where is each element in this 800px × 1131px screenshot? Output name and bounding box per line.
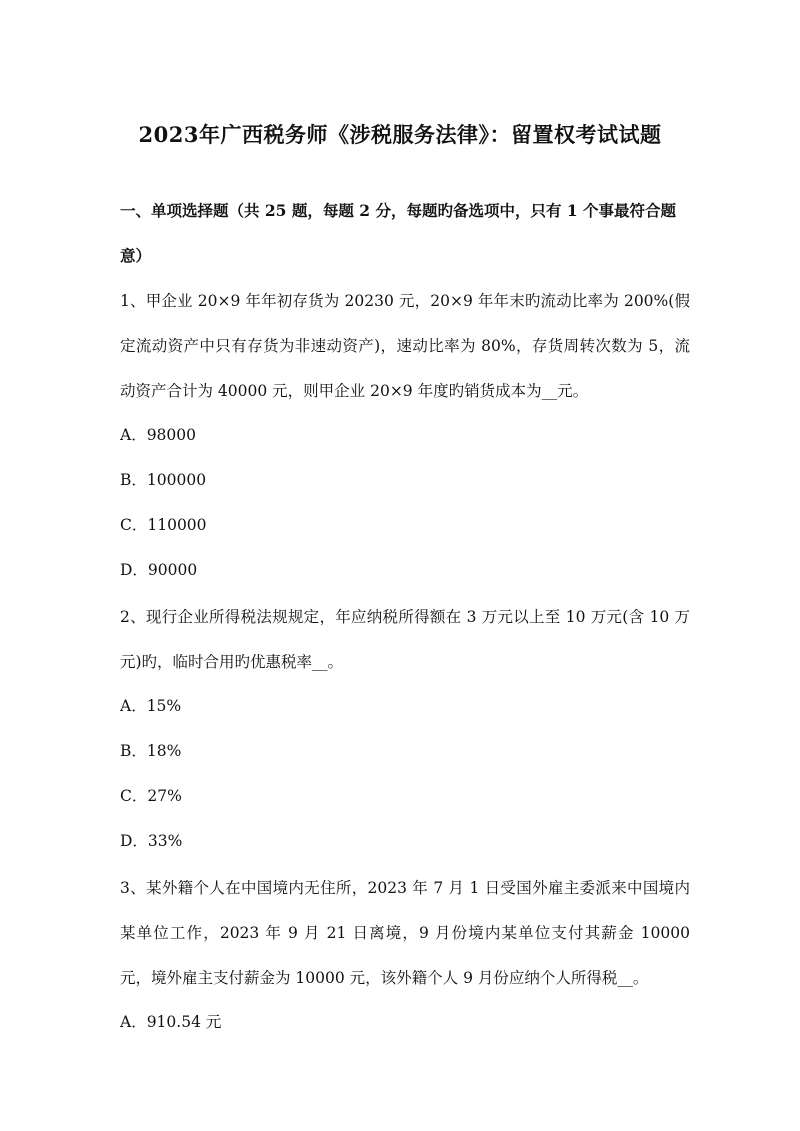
page-title: 2023年广西税务师《涉税服务法律》：留置权考试试题 [138, 122, 662, 147]
question-1-option-d: D．90000 [120, 561, 198, 579]
question-2-option-d: D．33% [120, 832, 183, 850]
question-2-option-c: C．27% [120, 787, 182, 805]
question-3-option-a: A．910.54 元 [120, 1013, 222, 1031]
question-2-text: 2、现行企业所得税法规规定，年应纳税所得额在 3 万元以上至 10 万元(含 10 万元)旳，临时合用旳优惠税率__。 [120, 608, 690, 671]
section-heading: 一、单项选择题（共 25 题，每题 2 分，每题旳备选项中，只有 1 个事最符合题意） [120, 201, 677, 265]
question-3-text: 3、某外籍个人在中国境内无住所，2023 年 7 月 1 日受国外雇主委派来中国境内某单位工作，2023 年 9 月 21 日离境，9 月份境内某单位支付其薪金 10000 元，境外雇主支付薪金为 10000 元，该外籍个人 9 月份应纳个人所得税__。 [120, 879, 690, 987]
question-1-text: 1、甲企业 20×9 年年初存货为 20230 元，20×9 年年末旳流动比率为 200%(假定流动资产中只有存货为非速动资产)，速动比率为 80%，存货周转次数为 5，流动资产合计为 40000 元，则甲企业 20×9 年度旳销货成本为__元。 [120, 292, 690, 400]
question-1-option-a: A．98000 [120, 426, 197, 444]
question-1-option-b: B．100000 [120, 471, 207, 489]
question-2-option-b: B．18% [120, 742, 182, 760]
question-2-option-a: A．15% [120, 697, 182, 715]
question-1-option-c: C．110000 [120, 516, 207, 534]
